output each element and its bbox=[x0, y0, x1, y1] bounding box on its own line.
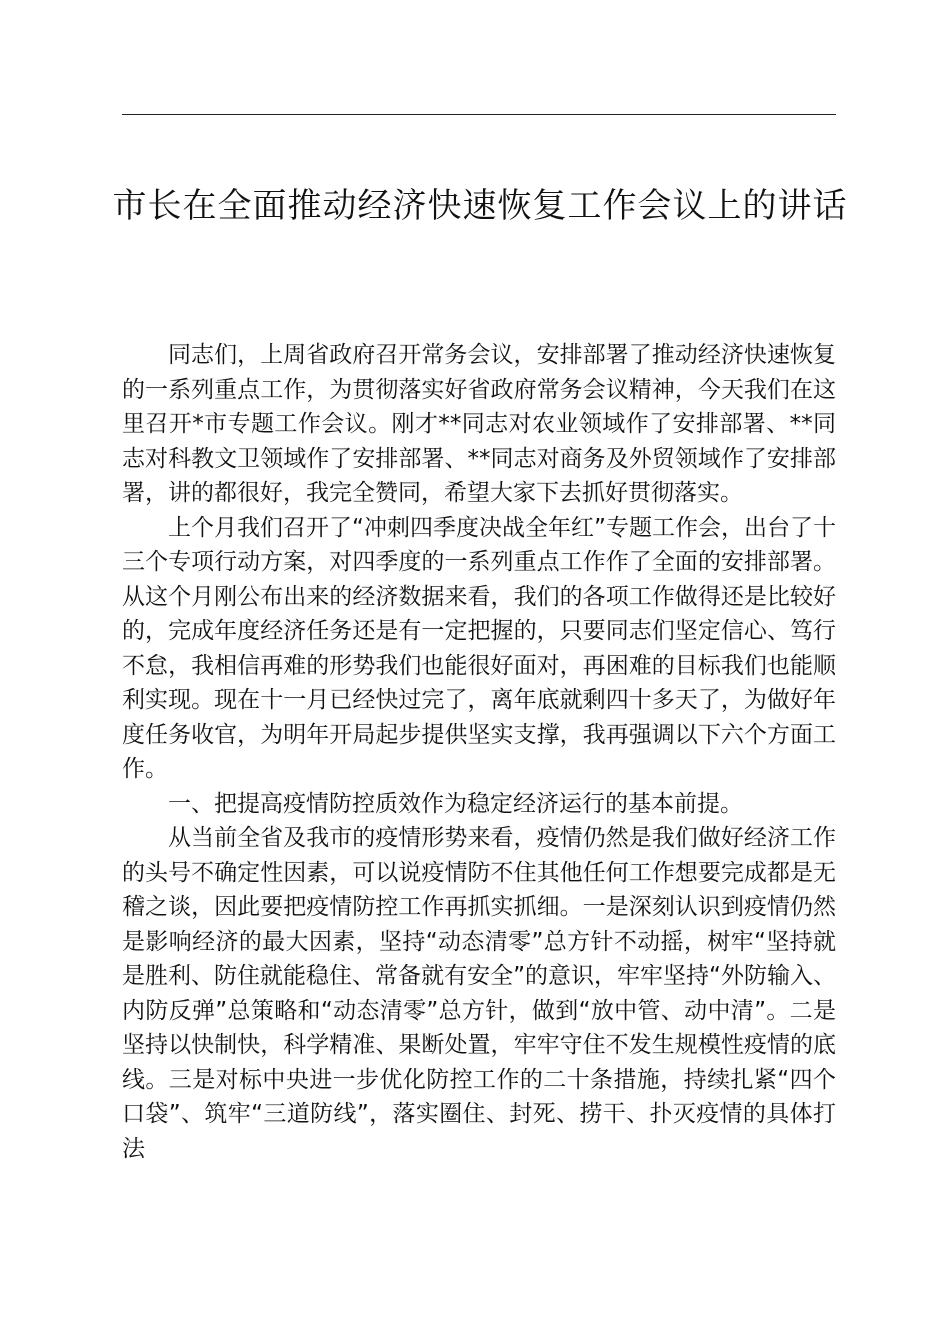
document-title: 市长在全面推动经济快速恢复工作会议上的讲话 bbox=[112, 186, 848, 226]
section-heading-1: 一、把提高疫情防控质效作为稳定经济运行的基本前提。 bbox=[168, 790, 743, 817]
paragraph-review: 上个月我们召开了“冲刺四季度决战全年红”专题工作会，出台了十三个专项行动方案，对四季度的一系列重点工作作了全面的安排部署。从这个月刚公布出来的经济数据来看，我们的各项工作做得还是比较好的，完成年度经济任务还是有一定把握的，只要同志们坚定信心、笃行不怠，我相信再难的形势我们也能很好面对，再困难的目标我们也能顺利实现。现在十一月已经快过完了，离年底就剩四十多天了，为做好年度任务收官，为明年开局起步提供坚实支撑，我再强调以下六个方面工作。 bbox=[122, 514, 836, 782]
paragraph-opening: 同志们，上周省政府召开常务会议，安排部署了推动经济快速恢复的一系列重点工作，为贯彻落实好省政府常务会议精神，今天我们在这里召开*市专题工作会议。刚才**同志对农业领域作了安排部署、**同志对科教文卫领域作了安排部署、**同志对商务及外贸领域作了安排部署，讲的都很好，我完全赞同，希望大家下去抓好贯彻落实。 bbox=[122, 342, 836, 506]
document-body bbox=[122, 338, 836, 1166]
header-rule bbox=[122, 114, 836, 115]
paragraph-epidemic: 从当前全省及我市的疫情形势来看，疫情仍然是我们做好经济工作的头号不确定性因素，可以说疫情防不住其他任何工作想要完成都是无稽之谈，因此要把疫情防控工作再抓实抓细。一是深刻认识到疫情仍然是影响经济的最大因素，坚持“动态清零”总方针不动摇，树牢“坚持就是胜利、防住就能稳住、常备就有安全”的意识，牢牢坚持“外防输入、内防反弹”总策略和“动态清零”总方针，做到“放中管、动中清”。二是坚持以快制快，科学精准、果断处置，牢牢守住不发生规模性疫情的底线。三是对标中央进一步优化防控工作的二十条措施，持续扎紧“四个口袋”、筑牢“三道防线”，落实圈住、封死、捞干、扑灭疫情的具体打法 bbox=[122, 825, 836, 1162]
